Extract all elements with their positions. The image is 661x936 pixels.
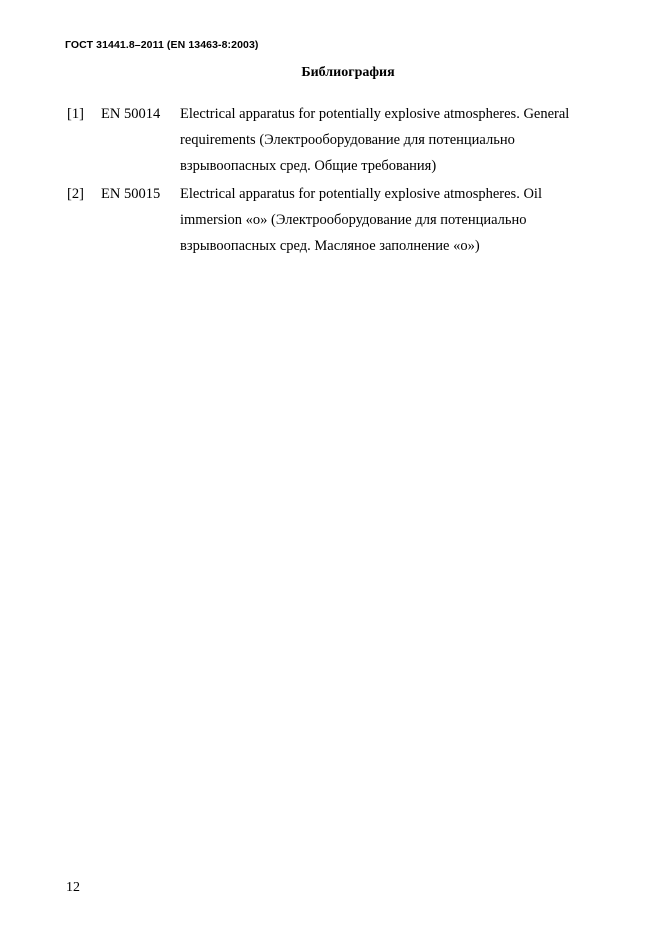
bibliography-entry-text [180,101,600,179]
bibliography-entry-code: EN 50015 [101,186,161,202]
section-title: Библиография [301,65,395,80]
bibliography-entry-code: EN 50014 [101,106,161,122]
document-header-standard-code: ГОСТ 31441.8–2011 (EN 13463-8:2003) [65,39,259,51]
bibliography-entry-number: [1] [67,106,84,122]
bibliography-entry-line: Electrical apparatus for potentially explosive atmospheres. General [180,106,570,122]
bibliography-entry-number: [2] [67,186,84,202]
page-number: 12 [66,880,80,895]
bibliography-entry-text [180,181,600,259]
bibliography-entry-line: взрывоопасных сред. Масляное заполнение «о») [180,238,480,254]
bibliography-entry-line: immersion «о» (Электрооборудование для потенциально [180,212,527,228]
bibliography-entry-line: requirements (Электрооборудование для потенциально [180,132,515,148]
bibliography-entry-line: Electrical apparatus for potentially explosive atmospheres. Oil [180,186,542,202]
bibliography-entry-line: взрывоопасных сред. Общие требования) [180,158,437,174]
